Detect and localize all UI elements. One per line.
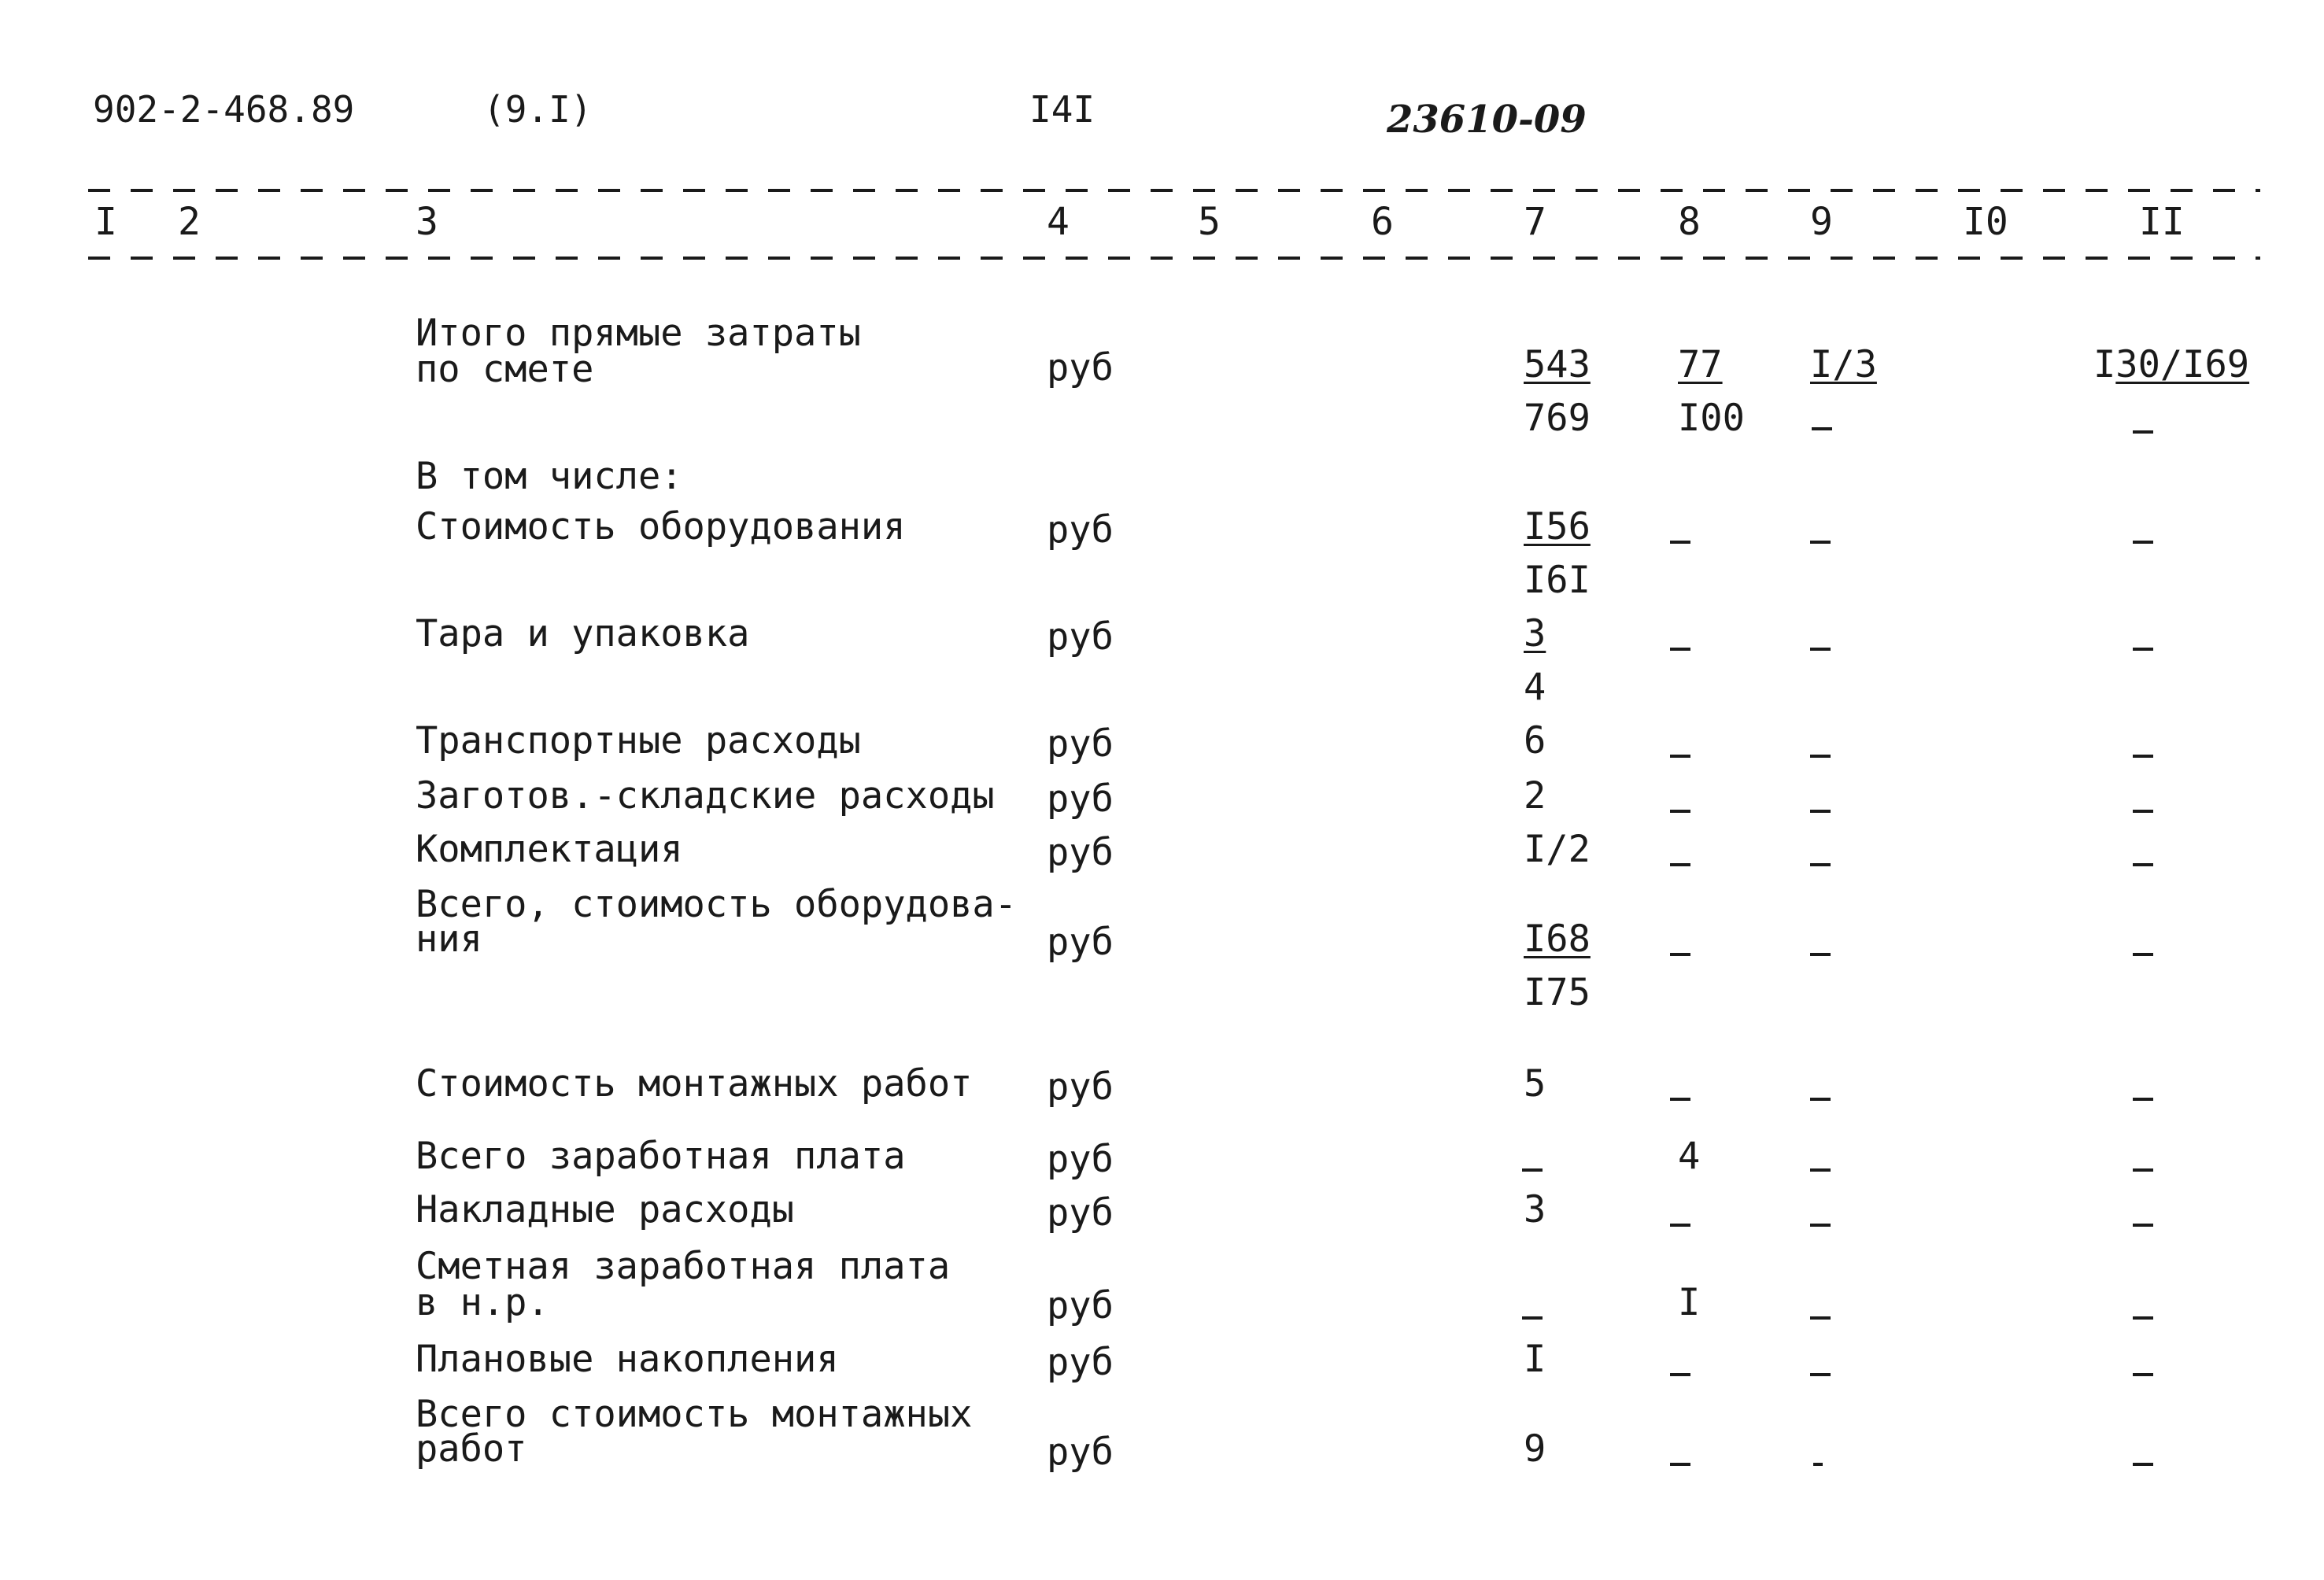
col-9-header: 9 bbox=[1810, 200, 1833, 244]
col11-value bbox=[2133, 1364, 2153, 1379]
col-4-header: 4 bbox=[1047, 200, 1070, 244]
col9-value bbox=[1810, 855, 1831, 869]
col11-value bbox=[2093, 343, 2249, 386]
dash-mark bbox=[1670, 1098, 1690, 1101]
col11-value bbox=[2133, 1308, 2153, 1323]
col9-value bbox=[1810, 746, 1831, 761]
col11-value bbox=[2133, 532, 2153, 547]
row-label-line: в н.р. bbox=[416, 1281, 549, 1324]
col-1-header: I bbox=[94, 200, 117, 244]
unit-cell: руб bbox=[1047, 777, 1114, 821]
col9-value bbox=[1810, 1160, 1831, 1175]
col11-value bbox=[2133, 944, 2153, 959]
col-8-header: 8 bbox=[1678, 200, 1701, 244]
dash-mark bbox=[1810, 863, 1831, 866]
col11-value bbox=[2133, 855, 2153, 869]
dash-mark bbox=[1670, 863, 1690, 866]
col8-value bbox=[1670, 532, 1690, 547]
col-5-header: 5 bbox=[1198, 200, 1221, 244]
dash-mark bbox=[1810, 953, 1831, 956]
dash-mark bbox=[2133, 810, 2153, 813]
row-label-line: Стоимость оборудования bbox=[416, 505, 906, 548]
row-label-line: Заготов.-складские расходы bbox=[416, 774, 995, 818]
row-label-line: Итого прямые затраты bbox=[416, 312, 861, 355]
col11-value bbox=[2133, 801, 2153, 816]
dash-mark bbox=[2133, 1098, 2153, 1101]
dash-mark bbox=[1810, 648, 1831, 651]
col11-value bbox=[2133, 746, 2153, 761]
col8-value bbox=[1670, 944, 1690, 959]
unit-cell: руб bbox=[1047, 921, 1114, 964]
row-label-line: Всего стоимость монтажных bbox=[416, 1393, 973, 1436]
col9-value bbox=[1810, 1308, 1831, 1323]
col7-value: 9 bbox=[1524, 1427, 1546, 1471]
col9-value bbox=[1810, 532, 1831, 547]
unit-cell: руб bbox=[1047, 1065, 1114, 1109]
col8-value: 77 bbox=[1678, 343, 1723, 386]
row-label-line: Сметная заработная плата bbox=[416, 1245, 951, 1288]
dash-mark bbox=[1810, 1168, 1831, 1172]
col7-value: I68 bbox=[1524, 917, 1591, 961]
col7-value: 543 bbox=[1524, 343, 1591, 386]
col7-sub-value: I6I bbox=[1524, 559, 1591, 602]
col9-value bbox=[1810, 1215, 1831, 1230]
row-label-line: Плановые накопления bbox=[416, 1338, 839, 1381]
col11-sub-value bbox=[2133, 422, 2153, 437]
row-label-line: Всего, стоимость оборудова- bbox=[416, 883, 1018, 926]
col7-value: I/2 bbox=[1524, 828, 1591, 871]
dash-mark bbox=[1813, 1463, 1823, 1466]
col8-value bbox=[1670, 746, 1690, 761]
unit-cell: руб bbox=[1047, 1191, 1114, 1235]
dash-mark bbox=[2133, 1463, 2153, 1466]
col9-value bbox=[1810, 1364, 1831, 1379]
col7-value: I bbox=[1524, 1338, 1546, 1381]
col9-value: I/3 bbox=[1810, 343, 1877, 386]
row-label-line: Тара и упаковка bbox=[416, 612, 750, 655]
dash-mark bbox=[1670, 1373, 1690, 1376]
unit-cell: руб bbox=[1047, 1284, 1114, 1327]
col7-sub-value: I75 bbox=[1524, 971, 1591, 1014]
dash-mark bbox=[2133, 755, 2153, 758]
col8-value: I bbox=[1678, 1281, 1701, 1324]
col7-value bbox=[1522, 1160, 1543, 1175]
col11-value bbox=[2133, 639, 2153, 654]
dash-mark bbox=[2133, 1316, 2153, 1320]
dash-mark bbox=[2133, 541, 2153, 544]
dash-mark bbox=[2133, 1373, 2153, 1376]
col8-value bbox=[1670, 1215, 1690, 1230]
header-bottom-rule bbox=[88, 257, 2260, 260]
col-10-header: I0 bbox=[1963, 200, 2008, 244]
row-label-line: Всего заработная плата bbox=[416, 1135, 906, 1178]
row-label-line: Комплектация bbox=[416, 828, 683, 871]
col8-value bbox=[1670, 1364, 1690, 1379]
unit-cell: руб bbox=[1047, 508, 1114, 552]
document-code: 902-2-468.89 bbox=[93, 88, 355, 131]
col-11-header: II bbox=[2139, 200, 2185, 244]
page-number: I4I bbox=[1029, 88, 1095, 131]
dash-mark bbox=[2133, 648, 2153, 651]
dash-mark bbox=[1810, 1373, 1831, 1376]
row-label-line: Стоимость монтажных работ bbox=[416, 1062, 973, 1106]
col7-value: 3 bbox=[1524, 1188, 1546, 1231]
col7-value: 2 bbox=[1524, 774, 1546, 818]
dash-mark bbox=[2133, 1168, 2153, 1172]
col8-value bbox=[1670, 1454, 1690, 1469]
unit-cell: руб bbox=[1047, 831, 1114, 874]
dash-mark bbox=[1670, 810, 1690, 813]
col8-value bbox=[1670, 639, 1690, 654]
col8-value: 4 bbox=[1678, 1135, 1701, 1178]
dash-mark bbox=[1522, 1168, 1543, 1172]
col7-sub-value: 769 bbox=[1524, 397, 1591, 440]
col7-value: 5 bbox=[1524, 1062, 1546, 1106]
dash-mark bbox=[1670, 755, 1690, 758]
row-label-line: по смете bbox=[416, 348, 594, 391]
col7-value: 6 bbox=[1524, 719, 1546, 762]
col-2-header: 2 bbox=[178, 200, 201, 244]
unit-cell: руб bbox=[1047, 346, 1114, 389]
unit-cell: руб bbox=[1047, 722, 1114, 766]
dash-mark bbox=[1810, 810, 1831, 813]
col7-value: I56 bbox=[1524, 505, 1591, 548]
dash-mark bbox=[2133, 953, 2153, 956]
section-label: В том числе: bbox=[416, 455, 683, 498]
dash-mark bbox=[1810, 541, 1831, 544]
col7-sub-value: 4 bbox=[1524, 666, 1546, 709]
row-label-line: Накладные расходы bbox=[416, 1188, 795, 1231]
row-label-line: работ bbox=[416, 1427, 527, 1471]
unit-cell: руб bbox=[1047, 1138, 1114, 1181]
col-6-header: 6 bbox=[1371, 200, 1394, 244]
dash-mark bbox=[1810, 1224, 1831, 1227]
dash-mark bbox=[1522, 1316, 1543, 1320]
inventory-number: 23610-09 bbox=[1387, 98, 1587, 142]
col11-prefix: I bbox=[2093, 343, 2116, 386]
dash-mark bbox=[1810, 1098, 1831, 1101]
dash-mark bbox=[1670, 953, 1690, 956]
dash-mark bbox=[1670, 1224, 1690, 1227]
col7-value: 3 bbox=[1524, 612, 1546, 655]
dash-mark bbox=[2133, 430, 2153, 434]
dash-mark bbox=[1670, 648, 1690, 651]
row-label-line: Транспортные расходы bbox=[416, 719, 861, 762]
section-number: (9.I) bbox=[483, 88, 593, 131]
unit-cell: руб bbox=[1047, 615, 1114, 659]
col9-value bbox=[1810, 801, 1831, 816]
col9-value bbox=[1810, 1089, 1831, 1104]
col11-fraction: 30/I69 bbox=[2115, 343, 2250, 386]
col11-value bbox=[2133, 1454, 2153, 1469]
dash-mark bbox=[1812, 427, 1832, 430]
col7-value bbox=[1522, 1308, 1543, 1323]
header-top-rule bbox=[88, 189, 2260, 192]
dash-mark bbox=[2133, 863, 2153, 866]
col9-value bbox=[1810, 944, 1831, 959]
col9-value bbox=[1810, 639, 1831, 654]
col8-value bbox=[1670, 855, 1690, 869]
col8-sub-value: I00 bbox=[1678, 397, 1745, 440]
col8-value bbox=[1670, 801, 1690, 816]
dash-mark bbox=[1810, 1316, 1831, 1320]
col-7-header: 7 bbox=[1524, 200, 1546, 244]
unit-cell: руб bbox=[1047, 1341, 1114, 1384]
col8-value bbox=[1670, 1089, 1690, 1104]
col9-value bbox=[1813, 1454, 1823, 1469]
dash-mark bbox=[1810, 755, 1831, 758]
col11-value bbox=[2133, 1215, 2153, 1230]
row-label-line: ния bbox=[416, 917, 482, 961]
col9-sub-value bbox=[1812, 419, 1832, 434]
dash-mark bbox=[1670, 1463, 1690, 1466]
dash-mark bbox=[1670, 541, 1690, 544]
dash-mark bbox=[2133, 1224, 2153, 1227]
col11-value bbox=[2133, 1089, 2153, 1104]
unit-cell: руб bbox=[1047, 1430, 1114, 1474]
col-3-header: 3 bbox=[416, 200, 438, 244]
col11-value bbox=[2133, 1160, 2153, 1175]
